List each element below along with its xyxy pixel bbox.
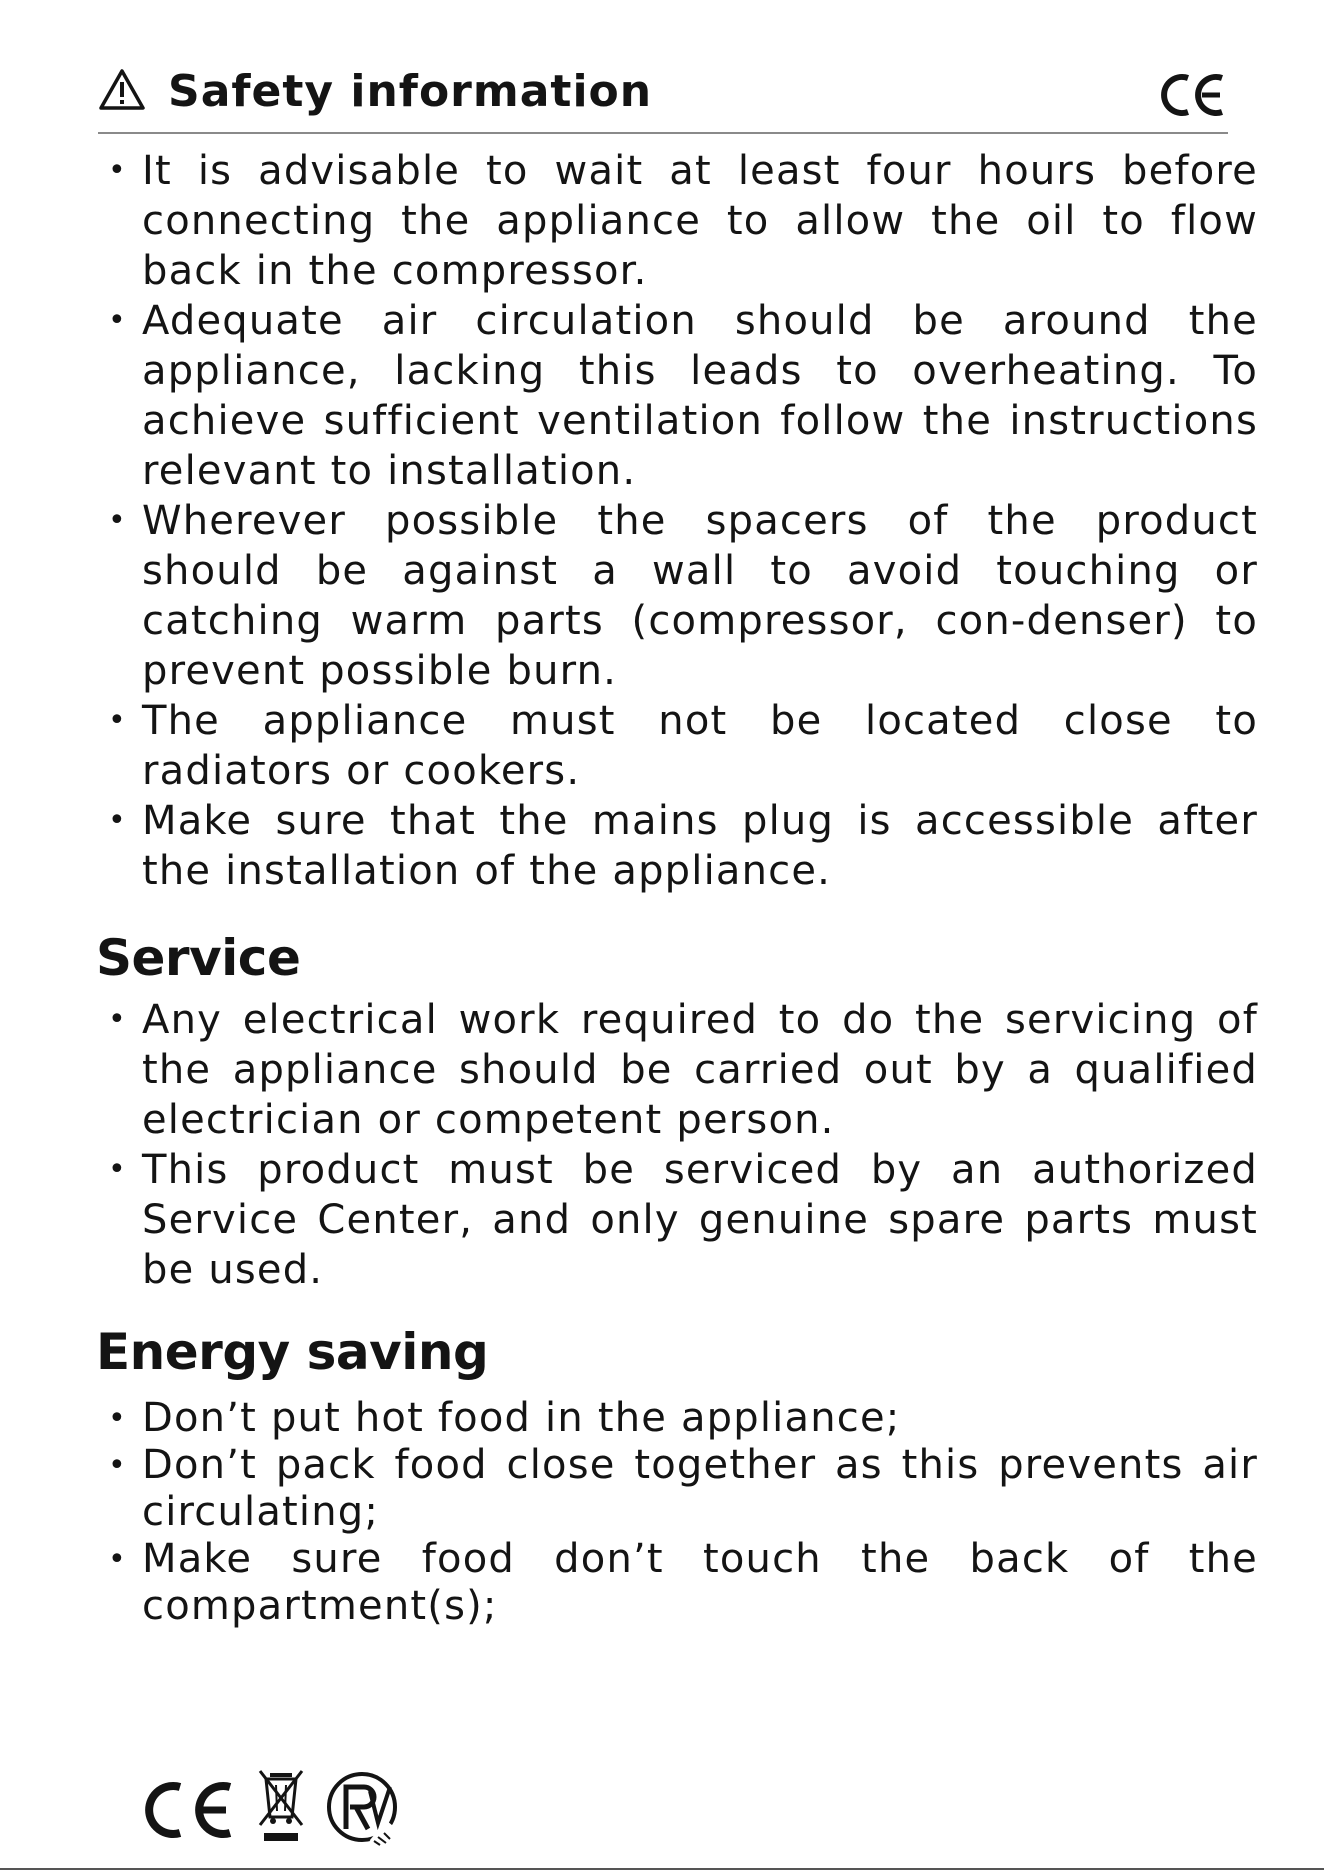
- bullet: •: [108, 153, 126, 188]
- list-item: [98, 995, 1258, 1145]
- list-item: [98, 296, 1258, 496]
- list-item: [98, 496, 1258, 696]
- service-item-text: Any electrical work required to do the servicing of the appliance should be carried out by a qualified electrician or competent person.: [142, 997, 1258, 1143]
- safety-item-text: It is advisable to wait at least four hours before connecting the appliance to allow the oil to flow back in the compressor.: [142, 148, 1258, 294]
- bullet: •: [108, 1401, 126, 1436]
- bullet: •: [108, 803, 126, 838]
- list-item: [98, 796, 1258, 896]
- energy-saving-heading: Energy saving: [96, 1323, 489, 1381]
- list-item: [98, 1395, 1258, 1442]
- energy-item-text: Don’t pack food close together as this prevents air circulating;: [142, 1442, 1258, 1535]
- safety-item-text: Adequate air circulation should be around the appliance, lacking this leads to overheating. To achieve sufficient ventilation follow the instructions relevant to installation.: [142, 298, 1258, 494]
- safety-item-text: The appliance must not be located close to radiators or cookers.: [142, 698, 1258, 794]
- section-header: [98, 62, 1228, 132]
- energy-item-text: Make sure food don’t touch the back of the compartment(s);: [142, 1536, 1258, 1629]
- list-item: [98, 146, 1258, 296]
- bullet: •: [108, 703, 126, 738]
- energy-item-text: Don’t put hot food in the appliance;: [142, 1395, 901, 1441]
- certification-marks: [138, 1765, 408, 1855]
- service-item-text: This product must be serviced by an authorized Service Center, and only genuine spare parts must be used.: [142, 1147, 1258, 1293]
- bullet: •: [108, 1542, 126, 1577]
- bullet: •: [108, 303, 126, 338]
- bullet: •: [108, 1448, 126, 1483]
- weee-crossed-bin-icon: [256, 1767, 306, 1847]
- safety-item-text: Make sure that the mains plug is accessible after the installation of the appliance.: [142, 798, 1258, 894]
- bullet: •: [108, 503, 126, 538]
- ce-mark-icon: [138, 1777, 238, 1843]
- service-heading: Service: [96, 929, 301, 987]
- bottom-border: [0, 1868, 1324, 1870]
- list-item: [98, 1536, 1258, 1630]
- warning-triangle-icon: [98, 68, 146, 112]
- service-list: [98, 995, 1258, 1295]
- list-item: [98, 1442, 1258, 1536]
- bullet: •: [108, 1152, 126, 1187]
- ce-mark-icon: [1158, 70, 1228, 120]
- energy-saving-list: [98, 1395, 1258, 1630]
- page-title: Safety information: [168, 66, 653, 117]
- header-divider: [98, 132, 1228, 134]
- safety-item-text: Wherever possible the spacers of the product should be against a wall to avoid touching or catching warm parts (compressor, con-denser) to prevent possible burn.: [142, 498, 1258, 694]
- list-item: [98, 696, 1258, 796]
- safety-list: [98, 146, 1258, 896]
- rohs-icon: [324, 1769, 404, 1849]
- bullet: •: [108, 1002, 126, 1037]
- list-item: [98, 1145, 1258, 1295]
